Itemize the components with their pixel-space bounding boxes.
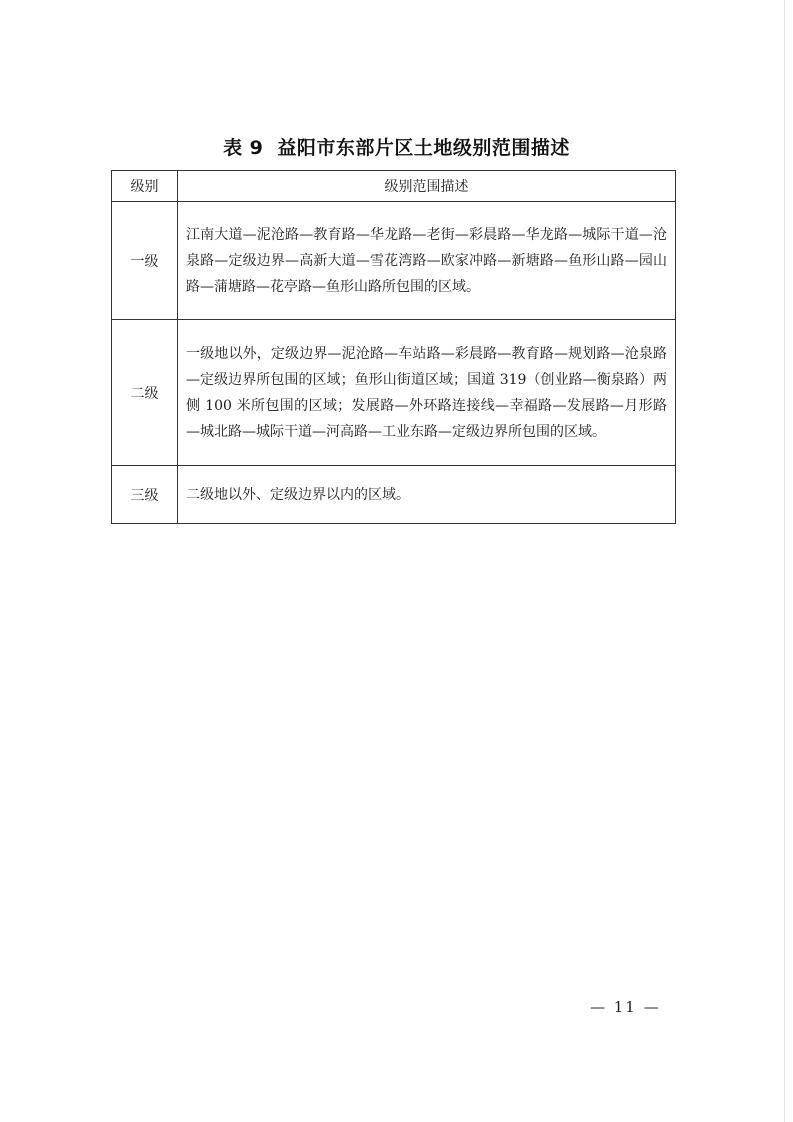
- level-cell: 三级: [112, 466, 178, 524]
- land-grade-table: [111, 170, 676, 524]
- table-title-text: 益阳市东部片区土地级别范围描述: [277, 137, 570, 159]
- description-cell: 一级地以外，定级边界—泥沧路—车站路—彩晨路—教育路—规划路—沧泉路—定级边界所包围的区域；鱼形山街道区域；国道 319（创业路—衡泉路）两侧 100 米所包围的区域；发展路—外环路连接线—幸福路—发展路—月形路—城北路—城际干道—河高路—工业东路—定级边界所包围的区域。: [178, 320, 676, 466]
- table-header-row: [112, 171, 676, 202]
- column-header-level: 级别: [112, 171, 178, 202]
- table-title: [0, 133, 793, 160]
- level-cell: 二级: [112, 320, 178, 466]
- page-edge-line: [784, 0, 785, 1122]
- table-row: [112, 466, 676, 524]
- description-cell: 江南大道—泥沧路—教育路—华龙路—老街—彩晨路—华龙路—城际干道—沧泉路—定级边界—高新大道—雪花湾路—欧家冲路—新塘路—鱼形山路—园山路—蒲塘路—花亭路—鱼形山路所包围的区域。: [178, 202, 676, 320]
- column-header-description: 级别范围描述: [178, 171, 676, 202]
- level-cell: 一级: [112, 202, 178, 320]
- page-number: — 11 —: [590, 998, 661, 1016]
- table-row: [112, 202, 676, 320]
- table-row: [112, 320, 676, 466]
- table-label: 表 9: [223, 137, 264, 159]
- description-cell: 二级地以外、定级边界以内的区域。: [178, 466, 676, 524]
